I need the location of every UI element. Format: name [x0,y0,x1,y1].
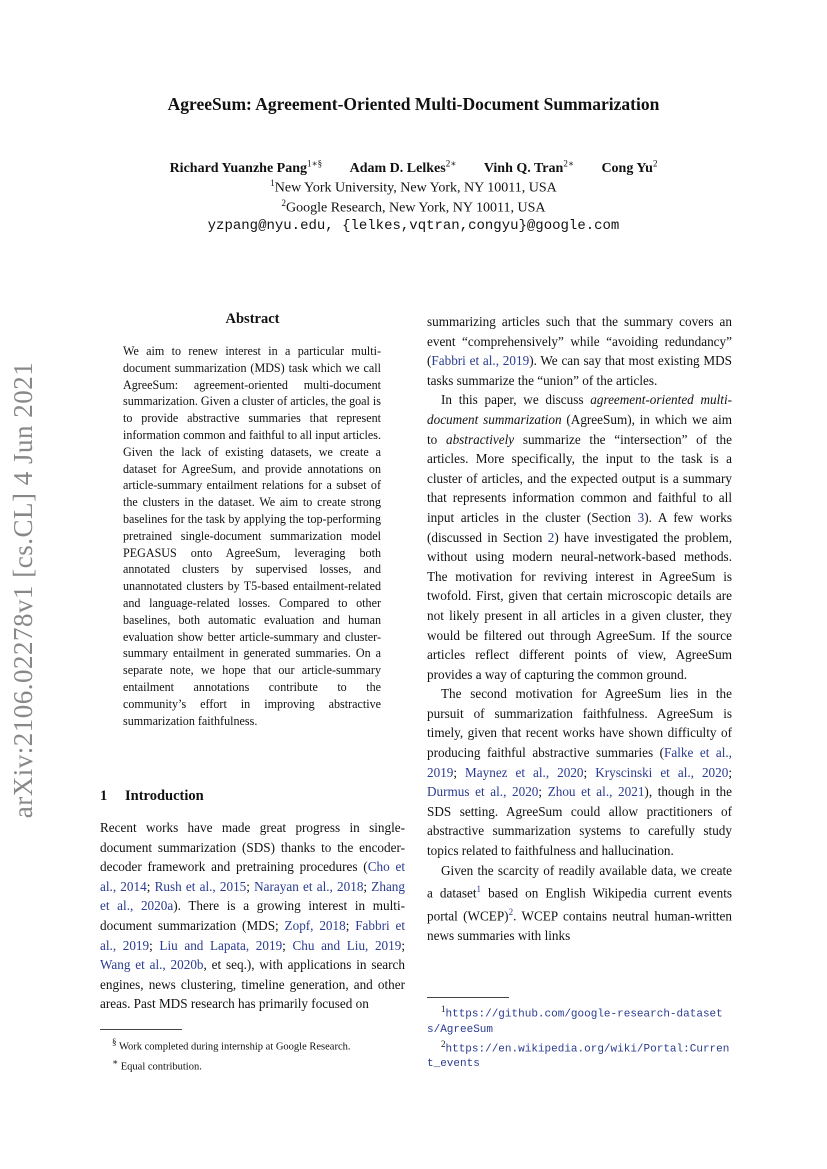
affiliation: $^2$Google Research, New York, NY 10011, USA [281,198,546,216]
citation-link[interactable]: Fabbri et al., 2019 [100,917,406,953]
citation-link[interactable]: Fabbri et al., 2019 [431,353,530,369]
citation-link[interactable]: Durmus et al., 2020 [427,784,539,800]
citation-link[interactable]: Falke et al., 2019 [427,745,732,780]
paragraph: The second motivation for AgreeSum lies in the pursuit of summarization faithfulness. AgreeSum is timely, given that recent works have shown difficulty of producing faithful abstractive summaries (Falke et al., 2019; Maynez et al., 2020; Kryscinski et al., 2020; Durmus et al., 2020; Zhou et al., 2021), though in the SDS setting. AgreeSum could allow practitioners of abstractive summarization systems to carefully study topics related to faithfulness and hallucination. [427,686,732,859]
footnote: $^1$https://github.com/google-research-datasets/AgreeSum [427,1004,723,1036]
author: Cong Yu$^2$ [601,158,658,176]
author-list [0,158,827,177]
author: Adam D. Lelkes$^{2∗}$ [349,158,457,176]
paper-title: AgreeSum: Agreement-Oriented Multi-Document Summarization [167,94,660,114]
footnote: ∗ Equal contribution. [112,1056,202,1072]
citation-link[interactable]: Chu and Liu, 2019 [292,937,402,953]
paragraph: Given the scarcity of readily available data, we create a dataset$^1$ based on English Wikipedia current events portal (WCEP)$^2$. WCEP contains neutral human-written news summaries with links [427,862,732,944]
author-emails: yzpang@nyu.edu, {lelkes,vqtran,congyu}@google.com [207,218,620,234]
footnote: $^2$https://en.wikipedia.org/wiki/Portal:Current_events [427,1038,730,1071]
citation-link[interactable]: Zhang et al., 2020a [100,878,405,914]
footnote-rule [100,1029,182,1030]
paragraph: summarizing articles such that the summary covers an event “comprehensively” while “avoiding redundancy” (Fabbri et al., 2019). We can say that most existing MDS tasks summarize the “union” of the articles. [427,314,732,388]
footnote-marker[interactable]: 2 [508,907,514,918]
arxiv-stamp: arXiv:2106.02278v1 [cs.CL] 4 Jun 2021 [8,361,38,819]
citation-link[interactable]: Rush et al., 2015 [154,878,247,894]
citation-link[interactable]: Kryscinski et al., 2020 [595,764,729,780]
citation-link[interactable]: Zhou et al., 2021 [547,784,645,800]
citation-link[interactable]: Liu and Lapata, 2019 [159,937,283,953]
abstract-body: We aim to renew interest in a particular multi-document summarization (MDS) task which we call AgreeSum: agreement-oriented multi-document summarization. Given a cluster of articles, the goal is to provide abstractive summaries that represent information common and faithful to all input articles. Given the lack of existing datasets, we create a dataset for AgreeSum, and provide annotations on article-summary entailment relations for a subset of the clusters in the dataset. We aim to create strong baselines for the task by applying the top-performing pretrained single-document summarization model PEGASUS onto AgreeSum, leveraging both annotated clusters by supervised losses, and unannotated clusters by T5-based entailment-related and language-related losses. Compared to other baselines, both automatic evaluation and human evaluation show better article-summary and cluster-summary entailment in generated summaries. On a separate note, we hope that our article-summary entailment annotations contribute to the community’s effort in improving abstractive summarization faithfulness. [123,344,381,728]
footnote-rule [427,997,509,998]
citation-link[interactable]: Cho et al., 2014 [100,859,405,894]
affiliation: $^1$New York University, New York, NY 10011, USA [270,178,557,196]
citation-link[interactable]: Zopf, 2018 [284,917,346,933]
footnote-url-link[interactable]: https://en.wikipedia.org/wiki/Portal:Current_events [427,1043,730,1071]
abstract-heading: Abstract [225,311,280,327]
footnote: § Work completed during internship at Google Research. [112,1037,351,1053]
section-ref-link[interactable]: 3 [637,509,645,525]
section-ref-link[interactable]: 2 [547,529,555,545]
footnote-url-link[interactable]: https://github.com/google-research-datasets/AgreeSum [427,1008,723,1036]
intro-left-column: Recent works have made great progress in single-document summarization (SDS) thanks to the encoder-decoder framework and pretraining procedures (Cho et al., 2014; Rush et al., 2015; Narayan et al., 2018; Zhang et al., 2020a). There is a growing interest in multi-document summarization (MDS; Zopf, 2018; Fabbri et al., 2019; Liu and Lapata, 2019; Chu and Liu, 2019; Wang et al., 2020b, et seq.), with applications in search engines, news clustering, timeline generation, and other areas. Past MDS research has primarily focused on [100,820,406,1012]
footnotes-right [427,1002,732,1071]
paragraph: In this paper, we discuss agreement-oriented multi-document summarization (AgreeSum), in which we aim to abstractively summarize the “intersection” of the articles. More specifically, the input to the task is a cluster of articles, and the expected output is a summary that represents information common and faithful to all input articles in the cluster (Section 3). A few works (discussed in Section 2) have investigated the problem, without using modern neural-network-based methods. The motivation for reviving interest in AgreeSum is twofold. First, given that certain microscopic details are not likely present in all articles in a given cluster, they would be filtered out through AgreeSum. If the source articles reflect different points of view, AgreeSum provides a way of capturing the common ground. [427,392,733,682]
citation-link[interactable]: Wang et al., 2020b [100,957,204,973]
author: Richard Yuanzhe Pang$^{1∗\S}$ [169,158,323,176]
footnote-marker[interactable]: 1 [476,884,482,895]
author: Vinh Q. Tran$^{2∗}$ [483,158,574,176]
citation-link[interactable]: Narayan et al., 2018 [254,878,364,894]
intro-right-column [427,312,732,946]
footnotes-left [100,1035,420,1074]
section-heading: 1 Introduction [100,788,204,804]
citation-link[interactable]: Maynez et al., 2020 [465,764,584,780]
